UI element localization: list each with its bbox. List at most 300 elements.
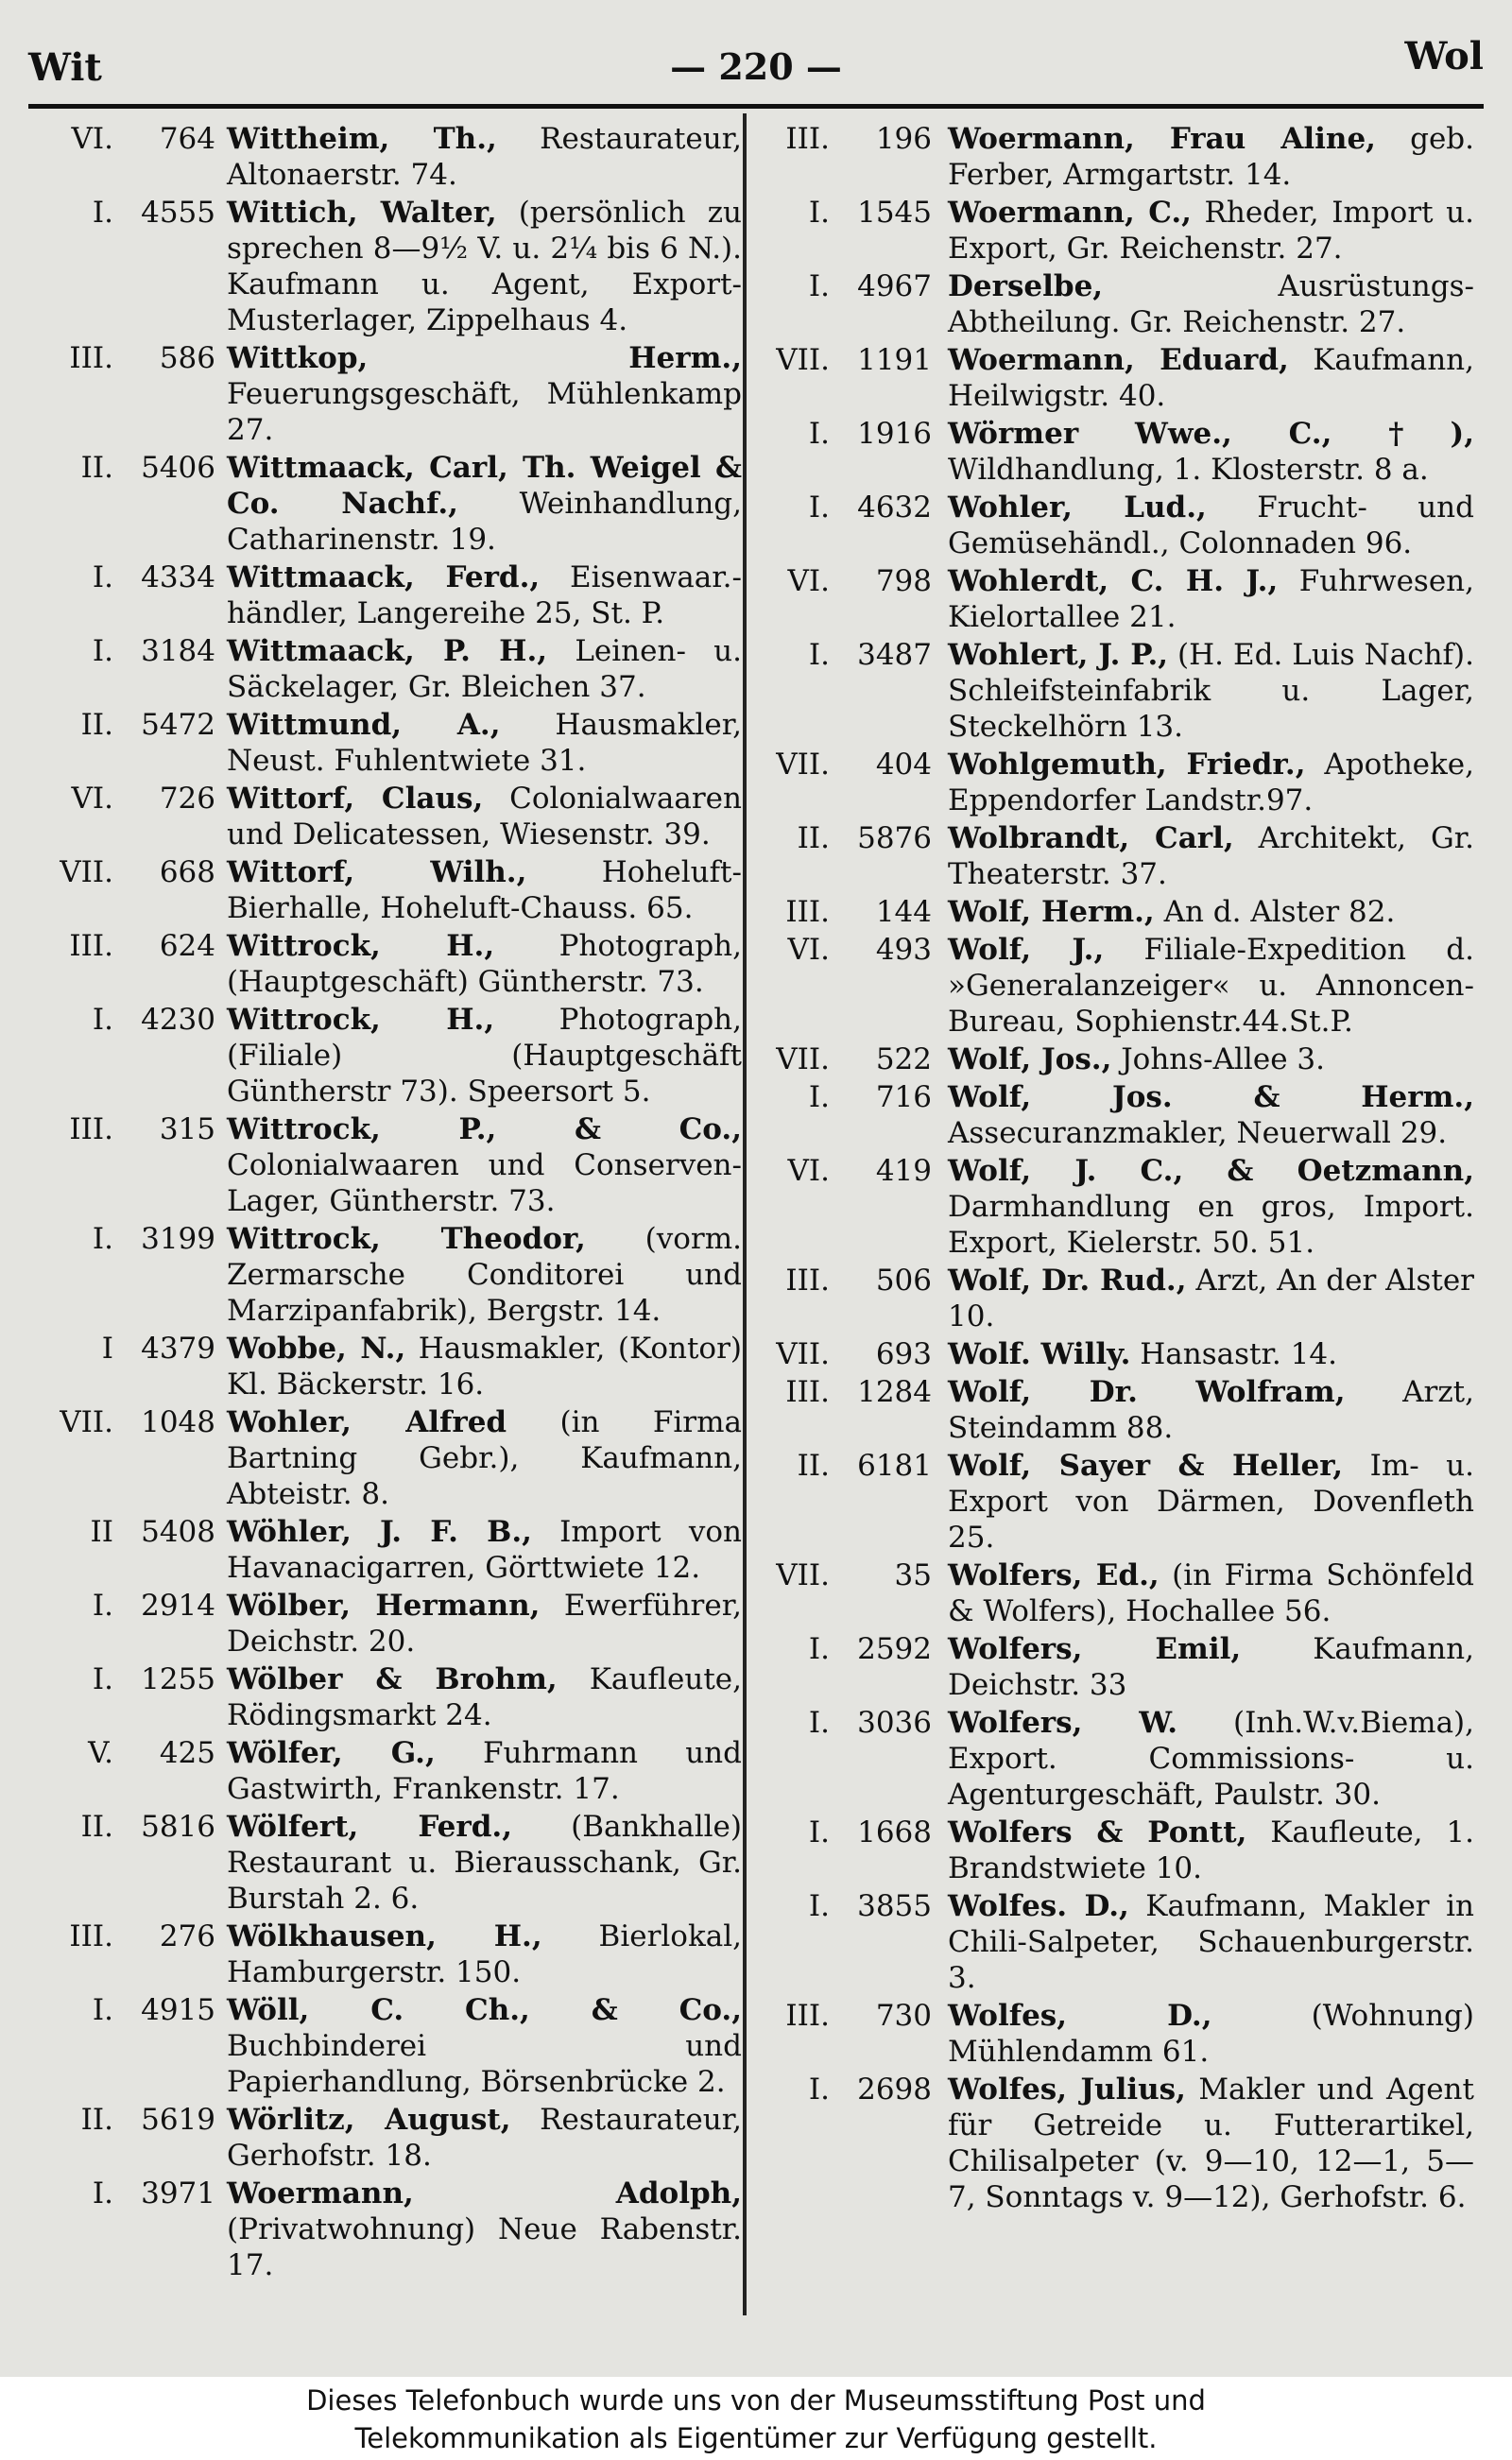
line-number: 196 bbox=[875, 122, 932, 156]
line-number: 2698 bbox=[857, 2073, 932, 2107]
directory-entry bbox=[38, 781, 742, 852]
exchange-code: I. bbox=[808, 1889, 830, 1923]
exchange-code: II. bbox=[797, 821, 830, 855]
phone-number bbox=[38, 1221, 227, 1257]
directory-entry bbox=[754, 342, 1474, 414]
subscriber-details: Feuerungsgeschäft, Mühlenkamp 27. bbox=[227, 377, 742, 447]
phone-number bbox=[38, 195, 227, 231]
directory-entry bbox=[754, 747, 1474, 818]
subscriber-name: Wittmund, A., bbox=[227, 708, 501, 742]
subscriber-details: Eisenwaar.-händler, Langereihe 25, St. P. bbox=[227, 560, 742, 630]
exchange-code: I. bbox=[92, 2176, 113, 2211]
directory-entry bbox=[754, 820, 1474, 892]
directory-entry bbox=[754, 1374, 1474, 1446]
subscriber-name: Wolfers, Emil, bbox=[948, 1632, 1242, 1666]
subscriber-name: Derselbe, bbox=[948, 269, 1104, 303]
directory-entry bbox=[754, 1888, 1474, 1996]
exchange-code: V. bbox=[88, 1736, 113, 1770]
phone-number bbox=[754, 820, 948, 856]
exchange-code: I. bbox=[808, 417, 830, 451]
subscriber-details: Kaufmann, Deichstr. 33 bbox=[948, 1632, 1474, 1702]
subscriber-details: Photograph, (Filiale) (Hauptgeschäft Güntherstr 73). Speersort 5. bbox=[227, 1003, 742, 1109]
phone-number bbox=[38, 854, 227, 890]
phone-number bbox=[754, 1888, 948, 1924]
subscriber-details: Wildhandlung, 1. Klosterstr. 8 a. bbox=[948, 453, 1429, 487]
line-number: 5816 bbox=[141, 1810, 215, 1844]
subscriber-name: Wolf, Dr. Wolfram, bbox=[948, 1375, 1346, 1409]
directory-entry bbox=[754, 1336, 1474, 1372]
exchange-code: I. bbox=[808, 1080, 830, 1114]
line-number: 1255 bbox=[141, 1662, 215, 1696]
directory-entry bbox=[38, 1735, 742, 1807]
phone-number bbox=[754, 1705, 948, 1741]
subscriber-name: Wolfes, D., bbox=[948, 1999, 1212, 2033]
subscriber-name: Wohler, Lud., bbox=[948, 490, 1207, 525]
subscriber-name: Wittrock, H., bbox=[227, 1003, 495, 1037]
phone-number bbox=[754, 416, 948, 452]
subscriber-details: Hausmakler, Neust. Fuhlentwiete 31. bbox=[227, 708, 742, 778]
subscriber-name: Wölfer, G., bbox=[227, 1736, 436, 1770]
line-number: 3184 bbox=[141, 634, 215, 668]
exchange-code: VII. bbox=[776, 1558, 830, 1592]
subscriber-details: Ewerführer, Deichstr. 20. bbox=[227, 1589, 742, 1659]
subscriber-name: Wolf, Herm., bbox=[948, 895, 1155, 929]
subscriber-details: (Privatwohnung) Neue Rabenstr. 17. bbox=[227, 2212, 742, 2282]
exchange-code: I. bbox=[92, 1222, 113, 1256]
header-right-keyword: Wol bbox=[1404, 34, 1484, 78]
subscriber-details: Im- u. Export von Därmen, Dovenfleth 25. bbox=[948, 1449, 1474, 1555]
subscriber-details: Arzt, Steindamm 88. bbox=[948, 1375, 1474, 1445]
subscriber-details: Fuhrwesen, Kielortallee 21. bbox=[948, 564, 1474, 634]
directory-entry bbox=[38, 1331, 742, 1402]
subscriber-details: (in Firma Schönfeld & Wolfers), Hochallee 56. bbox=[948, 1558, 1474, 1628]
phone-number bbox=[754, 637, 948, 673]
line-number: 35 bbox=[894, 1558, 932, 1592]
directory-entry bbox=[38, 1514, 742, 1586]
exchange-code: II. bbox=[80, 708, 113, 742]
exchange-code: I. bbox=[92, 560, 113, 594]
line-number: 730 bbox=[875, 1999, 932, 2033]
subscriber-name: Wolbrandt, Carl, bbox=[948, 821, 1234, 855]
exchange-code: I. bbox=[808, 490, 830, 525]
line-number: 315 bbox=[159, 1112, 215, 1146]
exchange-code: II. bbox=[80, 2103, 113, 2137]
phone-number bbox=[754, 932, 948, 968]
subscriber-name: Wittorf, Wilh., bbox=[227, 855, 527, 889]
exchange-code: III. bbox=[69, 1919, 113, 1953]
directory-entry bbox=[38, 1221, 742, 1329]
directory-entry bbox=[38, 1588, 742, 1660]
phone-number bbox=[38, 2102, 227, 2138]
exchange-code: VII. bbox=[776, 1337, 830, 1371]
directory-entry bbox=[754, 268, 1474, 340]
subscriber-name: Wölkhausen, H., bbox=[227, 1919, 542, 1953]
phone-number bbox=[754, 1557, 948, 1593]
directory-entry bbox=[754, 1815, 1474, 1886]
subscriber-details: Colonialwaaren und Delicatessen, Wiesenstr. 39. bbox=[227, 782, 742, 852]
exchange-code: VII. bbox=[60, 855, 113, 889]
phone-number bbox=[754, 1631, 948, 1667]
line-number: 764 bbox=[159, 122, 215, 156]
phone-number bbox=[38, 1002, 227, 1038]
phone-number bbox=[38, 1661, 227, 1697]
subscriber-name: Wittorf, Claus, bbox=[227, 782, 484, 816]
line-number: 425 bbox=[159, 1736, 215, 1770]
subscriber-name: Wörlitz, August, bbox=[227, 2103, 511, 2137]
line-number: 2592 bbox=[857, 1632, 932, 1666]
directory-entry bbox=[754, 416, 1474, 488]
line-number: 716 bbox=[875, 1080, 932, 1114]
subscriber-name: Wolf, Sayer & Heller, bbox=[948, 1449, 1344, 1483]
phone-number bbox=[754, 1998, 948, 2034]
line-number: 5876 bbox=[857, 821, 932, 855]
subscriber-details: Restaurateur, Altonaerstr. 74. bbox=[227, 122, 742, 192]
exchange-code: I. bbox=[808, 1632, 830, 1666]
line-number: 5472 bbox=[141, 708, 215, 742]
phone-number bbox=[38, 1111, 227, 1147]
phone-number bbox=[754, 121, 948, 157]
line-number: 668 bbox=[159, 855, 215, 889]
subscriber-name: Wittmaack, Carl, Th. Weigel & Co. Nachf., bbox=[227, 451, 742, 521]
subscriber-name: Wolf, Jos., bbox=[948, 1042, 1112, 1076]
directory-entry bbox=[754, 1631, 1474, 1703]
phone-number bbox=[754, 268, 948, 304]
directory-entry bbox=[754, 894, 1474, 930]
exchange-code: I. bbox=[808, 1706, 830, 1740]
page-number: — 220 — bbox=[670, 45, 842, 88]
line-number: 6181 bbox=[857, 1449, 932, 1483]
phone-number bbox=[38, 1514, 227, 1550]
subscriber-details: Fuhrmann und Gastwirth, Frankenstr. 17. bbox=[227, 1736, 742, 1806]
subscriber-name: Wittheim, Th., bbox=[227, 122, 497, 156]
exchange-code: III. bbox=[69, 341, 113, 375]
subscriber-details: (persönlich zu sprechen 8—9½ V. u. 2¼ bis 6 N.). Kaufmann u. Agent, Export-Musterlager, Zippelhaus 4. bbox=[227, 196, 742, 337]
subscriber-details: Hansastr. 14. bbox=[1130, 1337, 1337, 1371]
line-number: 624 bbox=[159, 929, 215, 963]
directory-entry bbox=[38, 559, 742, 631]
subscriber-name: Wittrock, Theodor, bbox=[227, 1222, 586, 1256]
subscriber-details: Kaufleute, Rödingsmarkt 24. bbox=[227, 1662, 743, 1732]
phone-number bbox=[38, 1404, 227, 1440]
subscriber-details: geb. Ferber, Armgartstr. 14. bbox=[948, 122, 1474, 192]
subscriber-details: (Inh.W.v.Biema), Export. Commissions- u. Agenturgeschäft, Paulstr. 30. bbox=[948, 1706, 1474, 1812]
subscriber-name: Wolfes. D., bbox=[948, 1889, 1129, 1923]
directory-entry bbox=[38, 121, 742, 193]
exchange-code: I. bbox=[92, 1993, 113, 2027]
subscriber-details: (vorm. Zermarsche Conditorei und Marzipanfabrik), Bergstr. 14. bbox=[227, 1222, 742, 1328]
line-number: 5619 bbox=[141, 2103, 215, 2137]
phone-number bbox=[754, 1448, 948, 1484]
subscriber-name: Wohlert, J. P., bbox=[948, 638, 1169, 672]
exchange-code: VII. bbox=[60, 1405, 113, 1439]
subscriber-name: Woermann, Adolph, bbox=[227, 2176, 742, 2211]
exchange-code: III. bbox=[785, 1264, 830, 1298]
phone-number bbox=[38, 1331, 227, 1367]
directory-entry bbox=[38, 1002, 742, 1110]
subscriber-details: Bierlokal, Hamburgerstr. 150. bbox=[227, 1919, 743, 1989]
exchange-code: VII. bbox=[776, 1042, 830, 1076]
line-number: 144 bbox=[875, 895, 932, 929]
subscriber-details: Apotheke, Eppendorfer Landstr.97. bbox=[948, 748, 1474, 817]
phone-number bbox=[38, 340, 227, 376]
subscriber-details: Weinhandlung, Catharinenstr. 19. bbox=[227, 487, 743, 557]
phone-number bbox=[754, 1041, 948, 1077]
subscriber-details: Ausrüstungs-Abtheilung. Gr. Reichenstr. 27. bbox=[948, 269, 1474, 339]
phone-number bbox=[754, 894, 948, 930]
exchange-code: VII. bbox=[776, 748, 830, 782]
exchange-code: I. bbox=[808, 638, 830, 672]
directory-entry bbox=[754, 1557, 1474, 1629]
phone-number bbox=[38, 928, 227, 964]
line-number: 4334 bbox=[141, 560, 215, 594]
directory-entry bbox=[38, 1992, 742, 2100]
line-number: 2914 bbox=[141, 1589, 215, 1623]
subscriber-name: Wolfers, Ed., bbox=[948, 1558, 1160, 1592]
subscriber-name: Wittich, Walter, bbox=[227, 196, 497, 230]
subscriber-name: Wittkop, Herm., bbox=[227, 341, 742, 375]
line-number: 1191 bbox=[857, 343, 932, 377]
phone-number bbox=[754, 747, 948, 783]
directory-entry bbox=[38, 2176, 742, 2283]
line-number: 4230 bbox=[141, 1003, 215, 1037]
subscriber-name: Wolf, Dr. Rud., bbox=[948, 1264, 1187, 1298]
subscriber-details: Filiale-Expedition d. »Generalanzeiger« u. Annoncen-Bureau, Sophienstr.44.St.P. bbox=[948, 933, 1474, 1039]
directory-entry bbox=[754, 1998, 1474, 2070]
directory-entry bbox=[38, 633, 742, 705]
subscriber-details: Darmhandlung en gros, Import. Export, Kielerstr. 50. 51. bbox=[948, 1190, 1474, 1260]
line-number: 493 bbox=[875, 933, 932, 967]
exchange-code: I. bbox=[92, 1662, 113, 1696]
exchange-code: II bbox=[90, 1515, 113, 1549]
directory-entry bbox=[754, 637, 1474, 745]
subscriber-name: Wolfers & Pontt, bbox=[948, 1815, 1247, 1849]
exchange-code: II. bbox=[80, 1810, 113, 1844]
phone-number bbox=[38, 2176, 227, 2211]
footer-notice bbox=[0, 2377, 1512, 2460]
subscriber-details: (in Firma Bartning Gebr.), Kaufmann, Abteistr. 8. bbox=[227, 1405, 742, 1511]
subscriber-name: Wölfert, Ferd., bbox=[227, 1810, 512, 1844]
directory-entry bbox=[754, 1263, 1474, 1334]
exchange-code: I. bbox=[808, 269, 830, 303]
exchange-code: VI. bbox=[71, 122, 113, 156]
line-number: 276 bbox=[159, 1919, 215, 1953]
line-number: 404 bbox=[875, 748, 932, 782]
exchange-code: III. bbox=[69, 1112, 113, 1146]
line-number: 4632 bbox=[857, 490, 932, 525]
exchange-code: III. bbox=[785, 1375, 830, 1409]
exchange-code: VI. bbox=[71, 782, 113, 816]
subscriber-name: Wobbe, N., bbox=[227, 1332, 406, 1366]
line-number: 586 bbox=[159, 341, 215, 375]
phone-number bbox=[754, 342, 948, 378]
directory-entry bbox=[38, 1809, 742, 1917]
directory-entry bbox=[38, 1918, 742, 1990]
subscriber-details: Kaufleute, 1. Brandstwiete 10. bbox=[948, 1815, 1474, 1885]
line-number: 1048 bbox=[141, 1405, 215, 1439]
subscriber-details: Leinen- u. Säckelager, Gr. Bleichen 37. bbox=[227, 634, 742, 704]
directory-entry bbox=[754, 1705, 1474, 1813]
subscriber-name: Woermann, Frau Aline, bbox=[948, 122, 1376, 156]
subscriber-details: Hoheluft-Bierhalle, Hoheluft-Chauss. 65. bbox=[227, 855, 742, 925]
subscriber-name: Wolfes, Julius, bbox=[948, 2073, 1186, 2107]
exchange-code: III. bbox=[785, 1999, 830, 2033]
phone-number bbox=[754, 1153, 948, 1189]
subscriber-details: Restaurateur, Gerhofstr. 18. bbox=[227, 2103, 742, 2173]
phone-number bbox=[754, 195, 948, 231]
exchange-code: VI. bbox=[787, 933, 830, 967]
directory-entry bbox=[754, 932, 1474, 1040]
line-number: 4967 bbox=[857, 269, 932, 303]
directory-entry bbox=[754, 490, 1474, 561]
exchange-code: I. bbox=[808, 2073, 830, 2107]
right-column bbox=[754, 121, 1474, 2217]
subscriber-details: Frucht- und Gemüsehändl., Colonnaden 96. bbox=[948, 490, 1474, 560]
exchange-code: II. bbox=[80, 451, 113, 485]
subscriber-details: Buchbinderei und Papierhandlung, Börsenbrücke 2. bbox=[227, 2029, 742, 2099]
exchange-code: I. bbox=[92, 634, 113, 668]
phone-number bbox=[754, 490, 948, 525]
exchange-code: VI. bbox=[787, 1154, 830, 1188]
exchange-code: II. bbox=[797, 1449, 830, 1483]
line-number: 1916 bbox=[857, 417, 932, 451]
subscriber-name: Wohler, Alfred bbox=[227, 1405, 507, 1439]
directory-entry bbox=[38, 707, 742, 779]
phone-number bbox=[38, 1918, 227, 1954]
subscriber-details: (Bankhalle) Restaurant u. Bierausschank, Gr. Burstah 2. 6. bbox=[227, 1810, 742, 1916]
directory-entry bbox=[38, 854, 742, 926]
subscriber-name: Woermann, Eduard, bbox=[948, 343, 1289, 377]
page-header bbox=[28, 28, 1484, 109]
exchange-code: I. bbox=[808, 196, 830, 230]
footer-line-2: Telekommunikation als Eigentümer zur Verfügung gestellt. bbox=[354, 2422, 1158, 2454]
phone-number bbox=[754, 1263, 948, 1299]
subscriber-details: Architekt, Gr. Theaterstr. 37. bbox=[948, 821, 1474, 891]
directory-entry bbox=[754, 2072, 1474, 2215]
line-number: 1545 bbox=[857, 196, 932, 230]
line-number: 3855 bbox=[857, 1889, 932, 1923]
line-number: 506 bbox=[875, 1264, 932, 1298]
subscriber-details: Johns-Allee 3. bbox=[1111, 1042, 1325, 1076]
subscriber-name: Woermann, C., bbox=[948, 196, 1192, 230]
line-number: 419 bbox=[875, 1154, 932, 1188]
subscriber-details: Arzt, An der Alster 10. bbox=[948, 1264, 1474, 1333]
phone-number bbox=[754, 2072, 948, 2107]
phone-number bbox=[38, 121, 227, 157]
subscriber-details: Kaufmann, Makler in Chili-Salpeter, Schauenburgerstr. 3. bbox=[948, 1889, 1474, 1995]
line-number: 3199 bbox=[141, 1222, 215, 1256]
exchange-code: III. bbox=[785, 122, 830, 156]
directory-entry bbox=[754, 1448, 1474, 1556]
subscriber-name: Wittrock, H., bbox=[227, 929, 495, 963]
directory-entry bbox=[754, 1153, 1474, 1261]
phone-number bbox=[38, 1588, 227, 1624]
exchange-code: VI. bbox=[787, 564, 830, 598]
line-number: 693 bbox=[875, 1337, 932, 1371]
directory-entry bbox=[38, 195, 742, 338]
subscriber-name: Wolf, J., bbox=[948, 933, 1105, 967]
line-number: 726 bbox=[159, 782, 215, 816]
subscriber-name: Wohlgemuth, Friedr., bbox=[948, 748, 1306, 782]
line-number: 1668 bbox=[857, 1815, 932, 1849]
exchange-code: I. bbox=[92, 1589, 113, 1623]
exchange-code: III. bbox=[785, 895, 830, 929]
directory-entry bbox=[754, 1079, 1474, 1151]
subscriber-name: Wörmer Wwe., C., †), bbox=[948, 417, 1474, 451]
footer-line-1: Dieses Telefonbuch wurde uns von der Museumsstiftung Post und bbox=[306, 2384, 1206, 2417]
subscriber-details: Assecuranzmakler, Neuerwall 29. bbox=[948, 1116, 1448, 1150]
phone-number bbox=[38, 559, 227, 595]
phone-number bbox=[754, 1336, 948, 1372]
phone-number bbox=[754, 1815, 948, 1850]
subscriber-details: Colonialwaaren und Conserven-Lager, Güntherstr. 73. bbox=[227, 1148, 742, 1218]
subscriber-details: (H. Ed. Luis Nachf). Schleifsteinfabrik u. Lager, Steckelhörn 13. bbox=[948, 638, 1474, 744]
phone-number bbox=[754, 1079, 948, 1115]
directory-entry bbox=[38, 450, 742, 558]
directory-entry bbox=[754, 1041, 1474, 1077]
subscriber-details: Import von Havanacigarren, Görttwiete 12. bbox=[227, 1515, 742, 1585]
phone-number bbox=[38, 450, 227, 486]
line-number: 3971 bbox=[141, 2176, 215, 2211]
directory-entry bbox=[754, 195, 1474, 267]
phone-number bbox=[38, 707, 227, 743]
header-left-keyword: Wit bbox=[28, 45, 102, 90]
phone-number bbox=[754, 563, 948, 599]
line-number: 4555 bbox=[141, 196, 215, 230]
exchange-code: I. bbox=[808, 1815, 830, 1849]
directory-entry bbox=[754, 121, 1474, 193]
subscriber-details: Makler und Agent für Getreide u. Futterartikel, Chilisalpeter (v. 9—10, 12—1, 5—7, Sonntags v. 9—12), Gerhofstr. 6. bbox=[948, 2073, 1474, 2214]
directory-entry bbox=[38, 1404, 742, 1512]
line-number: 5406 bbox=[141, 451, 215, 485]
subscriber-name: Wölber & Brohm, bbox=[227, 1662, 558, 1696]
line-number: 798 bbox=[875, 564, 932, 598]
subscriber-name: Wohlerdt, C. H. J., bbox=[948, 564, 1279, 598]
subscriber-name: Wolf. Willy. bbox=[948, 1337, 1131, 1371]
directory-entry bbox=[754, 563, 1474, 635]
phone-number bbox=[754, 1374, 948, 1410]
directory-entry bbox=[38, 340, 742, 448]
subscriber-details: Rheder, Import u. Export, Gr. Reichenstr. 27. bbox=[948, 196, 1474, 266]
line-number: 3487 bbox=[857, 638, 932, 672]
phone-number bbox=[38, 1809, 227, 1845]
phone-number bbox=[38, 1992, 227, 2028]
line-number: 4915 bbox=[141, 1993, 215, 2027]
exchange-code: I. bbox=[92, 1003, 113, 1037]
phone-number bbox=[38, 633, 227, 669]
exchange-code: VII. bbox=[776, 343, 830, 377]
phone-number bbox=[38, 781, 227, 817]
exchange-code: I. bbox=[92, 196, 113, 230]
subscriber-name: Wolf, Jos. & Herm., bbox=[948, 1080, 1474, 1114]
directory-entry bbox=[38, 2102, 742, 2174]
line-number: 1284 bbox=[857, 1375, 932, 1409]
subscriber-details: Photograph, (Hauptgeschäft) Güntherstr. 73. bbox=[227, 929, 742, 999]
subscriber-name: Wöhler, J. F. B., bbox=[227, 1515, 532, 1549]
subscriber-name: Wölber, Hermann, bbox=[227, 1589, 541, 1623]
line-number: 4379 bbox=[141, 1332, 215, 1366]
subscriber-name: Wolfers, W. bbox=[948, 1706, 1178, 1740]
line-number: 5408 bbox=[141, 1515, 215, 1549]
phone-number bbox=[38, 1735, 227, 1771]
column-divider bbox=[743, 113, 747, 2315]
subscriber-name: Wittmaack, Ferd., bbox=[227, 560, 541, 594]
exchange-code: III. bbox=[69, 929, 113, 963]
line-number: 3036 bbox=[857, 1706, 932, 1740]
subscriber-name: Wöll, C. Ch., & Co., bbox=[227, 1993, 742, 2027]
directory-entry bbox=[38, 928, 742, 1000]
subscriber-details: Hausmakler, (Kontor) Kl. Bäckerstr. 16. bbox=[227, 1332, 742, 1402]
subscriber-details: An d. Alster 82. bbox=[1154, 895, 1396, 929]
